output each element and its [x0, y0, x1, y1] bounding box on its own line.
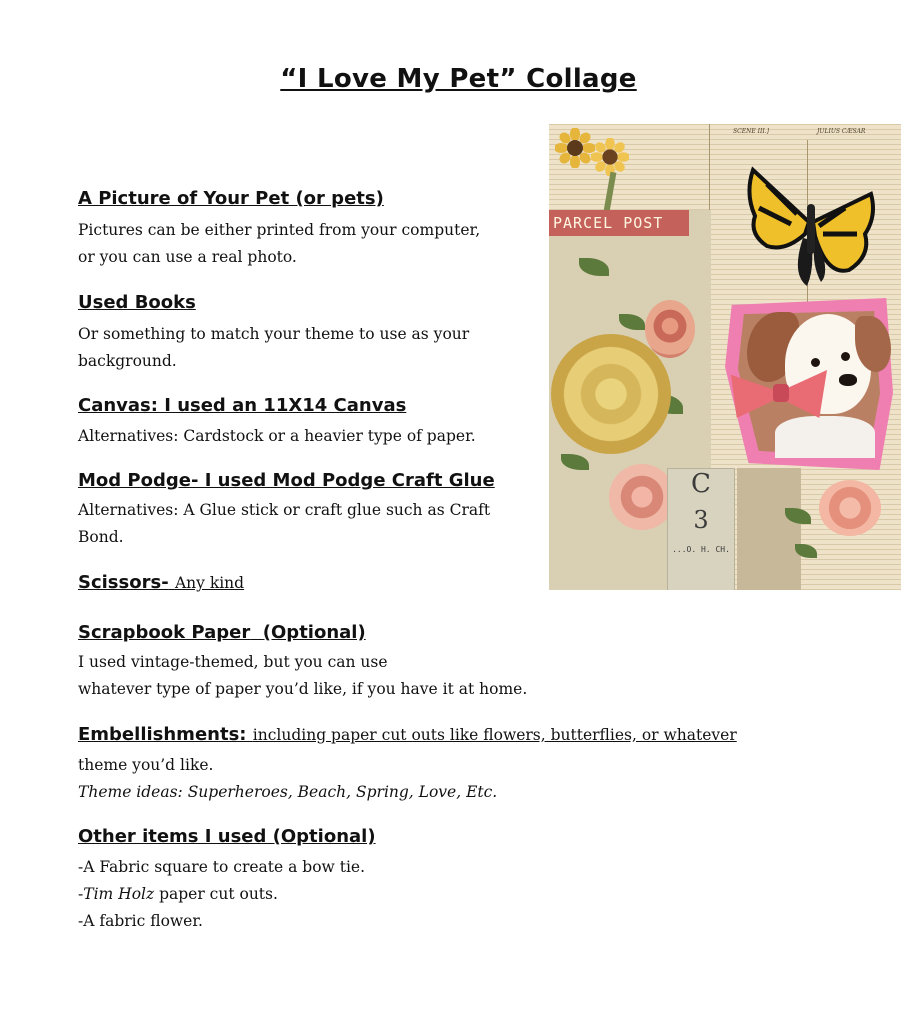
page-divider [709, 124, 710, 214]
bow-tie-knot [773, 384, 789, 402]
pink-rose-icon [645, 300, 695, 358]
butterfly-icon [745, 164, 877, 290]
dog-shirt [775, 416, 875, 458]
section-text-other [78, 854, 365, 935]
section-text-books: Or something to match your theme to use as your background. [78, 325, 470, 370]
scissors-text: Any kind [174, 574, 245, 592]
section-heading-books: Used Books [78, 292, 196, 313]
pink-rose-icon [609, 464, 675, 530]
dog-nose [839, 374, 857, 386]
dog-eye [811, 358, 820, 367]
other-item-1: -A Fabric square to create a bow tie. [78, 858, 366, 876]
dog-eye [841, 352, 850, 361]
section-text-modpodge: Alternatives: A Glue stick or craft glue such as Craft Bond. [78, 501, 491, 546]
letter-stamp: C 3 ...O. H. CH. [667, 468, 735, 590]
section-text-scrapbook: I used vintage-themed, but you can use whatever type of paper you’d like, if you have it at home. [78, 653, 528, 698]
section-heading-embellishments: Embellishments: including paper cut outs like flowers, butterflies, or whatever [78, 724, 737, 745]
section-heading-scissors: Scissors- Any kind [78, 572, 245, 593]
sunflower-icon [555, 128, 595, 168]
section-heading-modpodge: Mod Podge- I used Mod Podge Craft Glue [78, 470, 495, 491]
section-heading-picture: A Picture of Your Pet (or pets) [78, 188, 384, 209]
collage-photo [549, 124, 901, 590]
section-text-embellishments: theme you’d like. Theme ideas: Superheroes, Beach, Spring, Love, Etc. [78, 752, 497, 806]
parcel-post-label: PARCEL POST [549, 210, 689, 236]
section-text-picture: Pictures can be either printed from your computer, or you can use a real photo. [78, 221, 481, 266]
section-text-canvas: Alternatives: Cardstock or a heavier type of paper. [78, 427, 476, 445]
section-heading-scrapbook: Scrapbook Paper (Optional) [78, 622, 366, 643]
section-heading-other: Other items I used (Optional) [78, 826, 376, 847]
embellishments-text: including paper cut outs like flowers, butterflies, or whatever [252, 726, 737, 744]
optional-tag-scrapbook: (Optional) [262, 622, 366, 643]
theme-ideas: Theme ideas: Superheroes, Beach, Spring, Love, Etc. [78, 783, 498, 801]
sunflower-icon [591, 138, 629, 176]
other-item-2: -Tim Holz paper cut outs. [78, 885, 278, 903]
rose-cutout-icon [819, 480, 881, 536]
yellow-rose-icon [551, 334, 671, 454]
section-heading-canvas: Canvas: I used an 11X14 Canvas [78, 395, 407, 416]
wood-paper [737, 468, 801, 590]
page-title: “I Love My Pet” Collage [280, 64, 637, 94]
other-item-3: -A fabric flower. [78, 912, 203, 930]
page-header-right: JULIUS CÆSAR [817, 128, 866, 135]
page-header-left: SCENE III.] [733, 128, 769, 135]
